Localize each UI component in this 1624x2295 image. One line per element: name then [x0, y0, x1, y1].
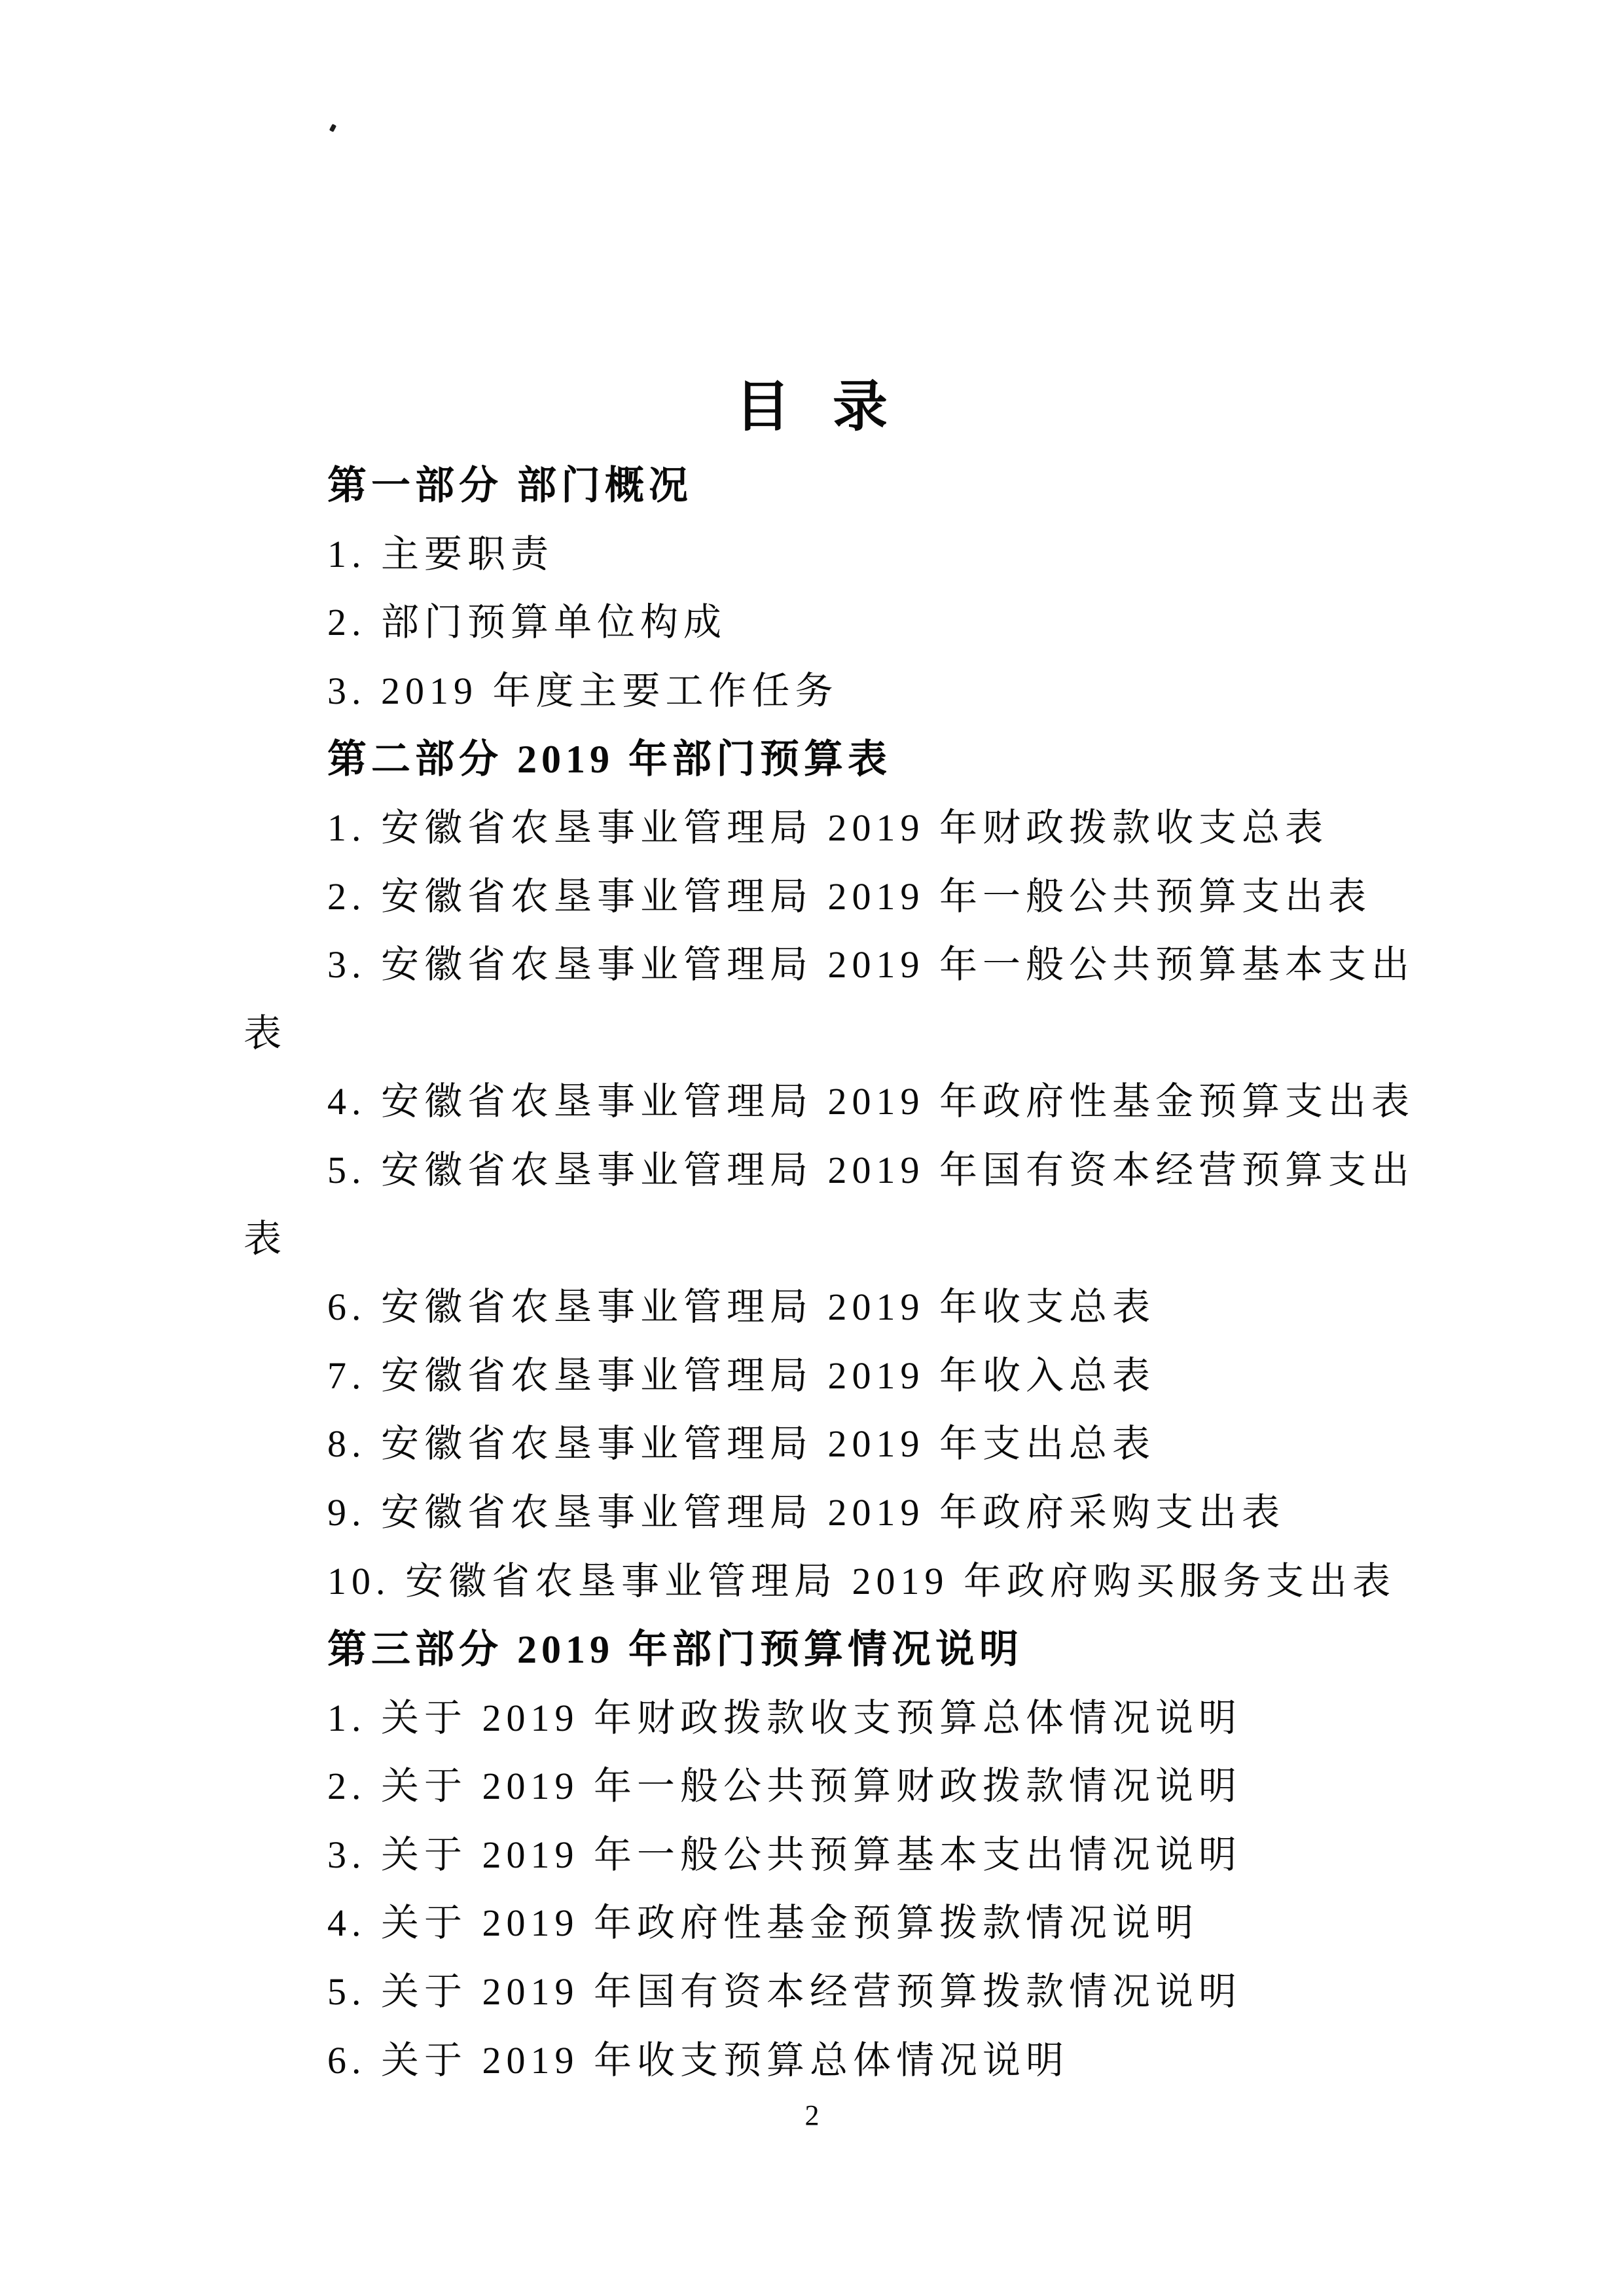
toc-item: 9. 安徽省农垦事业管理局 2019 年政府采购支出表	[327, 1491, 1286, 1534]
toc-item-continuation: 表	[244, 1011, 287, 1055]
toc-item: 4. 安徽省农垦事业管理局 2019 年政府性基金预算支出表	[327, 1080, 1415, 1123]
toc-item: 3. 2019 年度主要工作任务	[327, 669, 839, 712]
toc-item-continuation: 表	[244, 1217, 287, 1260]
table-of-contents	[244, 452, 1415, 2095]
toc-item: 5. 安徽省农垦事业管理局 2019 年国有资本经营预算支出	[327, 1148, 1415, 1191]
toc-item: 2. 关于 2019 年一般公共预算财政拨款情况说明	[327, 1765, 1242, 1808]
toc-item: 2. 安徽省农垦事业管理局 2019 年一般公共预算支出表	[327, 875, 1372, 918]
section-heading-part2: 第二部分 2019 年部门预算表	[327, 738, 892, 782]
toc-item: 3. 关于 2019 年一般公共预算基本支出情况说明	[327, 1833, 1242, 1876]
toc-item: 2. 部门预算单位构成	[327, 601, 727, 644]
page-number: 2	[804, 2099, 820, 2131]
toc-item: 1. 主要职责	[327, 532, 554, 575]
section-heading-part1: 第一部分 部门概况	[327, 464, 693, 507]
toc-item: 1. 安徽省农垦事业管理局 2019 年财政拨款收支总表	[327, 806, 1329, 849]
toc-item: 6. 安徽省农垦事业管理局 2019 年收支总表	[327, 1286, 1156, 1329]
toc-item: 8. 安徽省农垦事业管理局 2019 年支出总表	[327, 1422, 1156, 1466]
toc-item: 10. 安徽省农垦事业管理局 2019 年政府购买服务支出表	[327, 1559, 1396, 1602]
toc-item: 5. 关于 2019 年国有资本经营预算拨款情况说明	[327, 1970, 1242, 2014]
page-title: 目 录	[734, 377, 889, 438]
toc-item: 4. 关于 2019 年政府性基金预算拨款情况说明	[327, 1902, 1199, 1945]
toc-item: 1. 关于 2019 年财政拨款收支预算总体情况说明	[327, 1696, 1242, 1739]
toc-item: 3. 安徽省农垦事业管理局 2019 年一般公共预算基本支出	[327, 943, 1415, 986]
section-heading-part3: 第三部分 2019 年部门预算情况说明	[327, 1628, 1023, 1672]
toc-item: 7. 安徽省农垦事业管理局 2019 年收入总表	[327, 1354, 1156, 1397]
scan-speck	[329, 124, 336, 132]
toc-item: 6. 关于 2019 年收支预算总体情况说明	[327, 2038, 1070, 2082]
